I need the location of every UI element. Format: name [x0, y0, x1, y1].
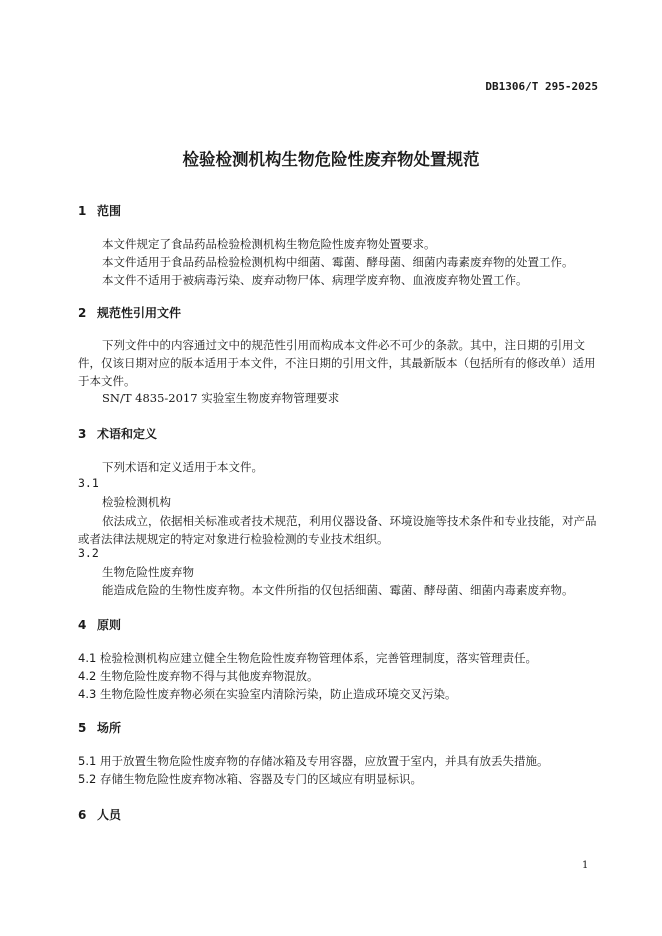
section-title: 人员 [97, 808, 122, 822]
section-title: 场所 [97, 721, 122, 735]
section-title: 规范性引用文件 [97, 306, 182, 320]
section-heading-1 [78, 202, 121, 219]
section-heading-4 [78, 616, 121, 633]
section-number: 6 [78, 808, 87, 822]
section-title: 术语和定义 [97, 427, 158, 441]
section-title: 原则 [97, 618, 122, 632]
paragraph: 下列术语和定义适用于本文件。 [102, 460, 263, 474]
section-number: 1 [78, 204, 87, 218]
section-heading-6 [78, 806, 121, 823]
section-number: 3 [78, 427, 87, 441]
term-name: 生物危险性废弃物 [102, 565, 194, 579]
paragraph: 本文件不适用于被病毒污染、废弃动物尸体、病理学废弃物、血液废弃物处置工作。 [102, 273, 528, 287]
section-heading-2 [78, 304, 181, 321]
paragraph: 本文件适用于食品药品检验检测机构中细菌、霉菌、酵母菌、细菌内毒素废弃物的处置工作。 [102, 255, 574, 269]
section-title: 范围 [97, 204, 122, 218]
normative-reference: SN/T 4835-2017 实验室生物废弃物管理要求 [102, 391, 340, 405]
paragraph: 下列文件中的内容通过文中的规范性引用而构成本文件必不可少的条款。其中，注日期的引用文件，仅该日期对应的版本适用于本文件，不注日期的引用文件，其最新版本（包括所有的修改单）适用于本文件。 [78, 338, 596, 388]
clause: 4.1 检验检测机构应建立健全生物危险性废弃物管理体系，完善管理制度，落实管理责任。 [78, 651, 537, 665]
clause: 4.3 生物危险性废弃物必须在实验室内清除污染，防止造成环境交叉污染。 [78, 687, 457, 701]
term-definition: 能造成危险的生物性废弃物。本文件所指的仅包括细菌、霉菌、酵母菌、细菌内毒素废弃物。 [102, 583, 574, 597]
document-title: 检验检测机构生物危险性废弃物处置规范 [182, 150, 480, 169]
page-number: 1 [582, 860, 589, 871]
section-number: 2 [78, 306, 87, 320]
paragraph: 本文件规定了食品药品检验检测机构生物危险性废弃物处置要求。 [102, 237, 436, 251]
section-number: 5 [78, 721, 87, 735]
term-definition: 依法成立，依据相关标准或者技术规范，利用仪器设备、环境设施等技术条件和专业技能，对产品或者法律法规规定的特定对象进行检验检测的专业技术组织。 [78, 514, 597, 546]
clause: 5.2 存储生物危险性废弃物冰箱、容器及专门的区域应有明显标识。 [78, 772, 422, 786]
section-heading-5 [78, 719, 121, 736]
term-name: 检验检测机构 [102, 495, 171, 509]
term-number: 3.1 [78, 476, 99, 490]
term-number: 3.2 [78, 546, 99, 560]
section-heading-3 [78, 425, 157, 442]
document-number: DB1306/T 295-2025 [485, 80, 598, 93]
clause: 5.1 用于放置生物危险性废弃物的存储冰箱及专用容器，应放置于室内，并具有放丢失措施。 [78, 754, 549, 768]
clause: 4.2 生物危险性废弃物不得与其他废弃物混放。 [78, 669, 319, 683]
section-number: 4 [78, 618, 87, 632]
